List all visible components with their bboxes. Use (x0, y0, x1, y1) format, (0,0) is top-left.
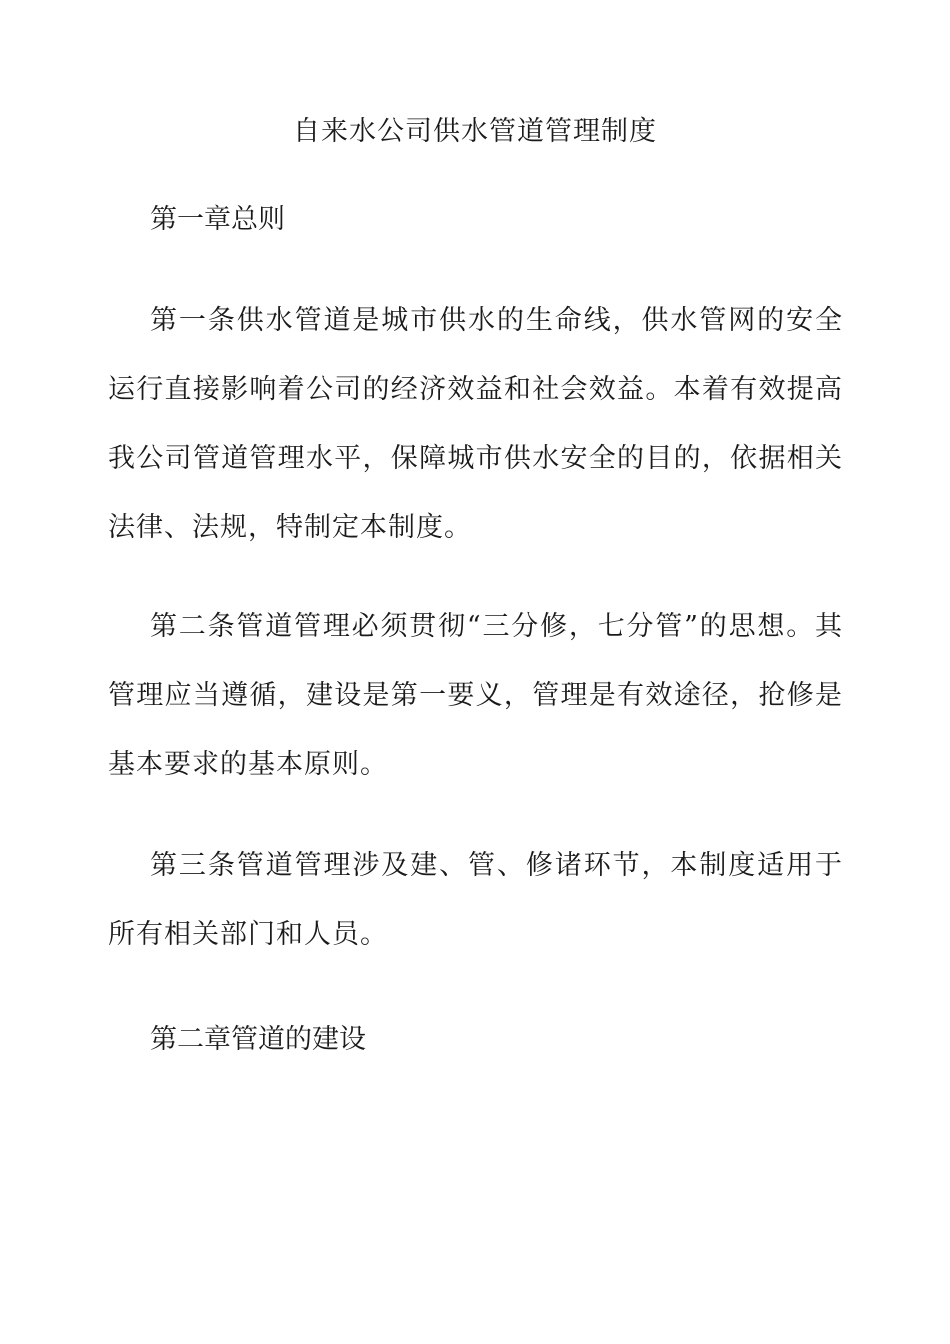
article-paragraph-3: 第三条管道管理涉及建、管、修诸环节，本制度适用于所有相关部门和人员。 (108, 850, 843, 950)
chapter-heading-general: 第一章总则 (150, 204, 285, 235)
article-paragraph-2: 第二条管道管理必须贯彻“三分修，七分管”的思想。其管理应当遵循，建设是第一要义，管理是有效途径，抢修是基本要求的基本原则。 (108, 611, 843, 780)
document-title: 自来水公司供水管道管理制度 (293, 116, 657, 147)
chapter-heading-construction: 第二章管道的建设 (150, 1024, 366, 1055)
article-paragraph-1: 第一条供水管道是城市供水的生命线，供水管网的安全运行直接影响着公司的经济效益和社会效益。本着有效提高我公司管道管理水平，保障城市供水安全的目的，依据相关法律、法规，特制定本制度。 (108, 305, 843, 543)
